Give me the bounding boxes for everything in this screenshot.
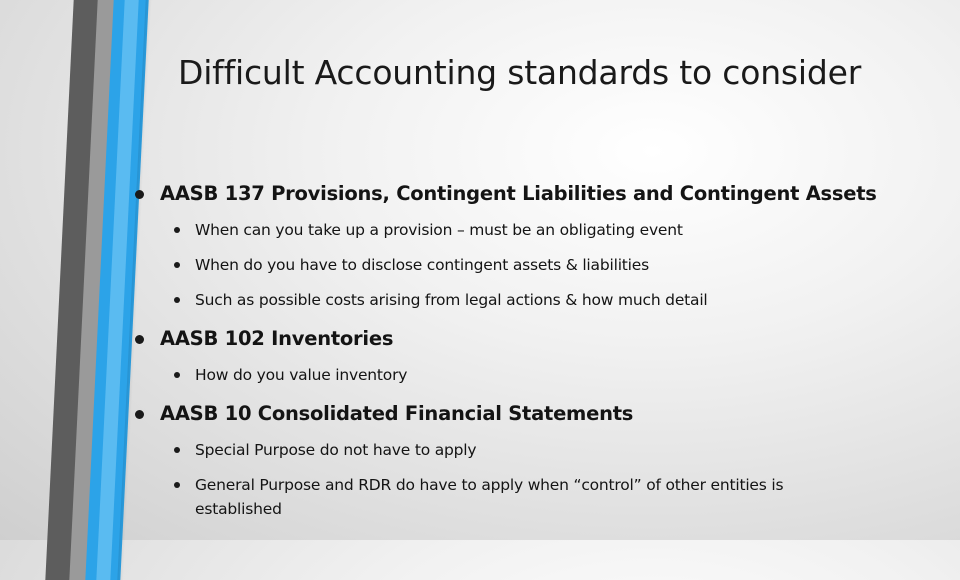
sub-bullet-text: Such as possible costs arising from legal actions & how much detail: [195, 291, 708, 309]
sub-bullet-text: How do you value inventory: [195, 366, 408, 384]
sub-bullet-dot-icon: [174, 227, 180, 233]
sub-bullet-dot-icon: [174, 372, 180, 378]
sub-bullet-text: When do you have to disclose contingent assets & liabilities: [195, 256, 649, 274]
bullet-dot-icon: [135, 410, 144, 419]
bullet-dot-icon: [135, 335, 144, 344]
slide-title: Difficult Accounting standards to consider: [178, 53, 862, 92]
sub-bullet-dot-icon: [174, 482, 180, 488]
bullet-dot-icon: [135, 190, 144, 199]
bullet-text: AASB 102 Inventories: [160, 327, 394, 350]
sub-bullet-dot-icon: [174, 297, 180, 303]
sub-bullet-dot-icon: [174, 447, 180, 453]
sub-bullet-text: When can you take up a provision – must be an obligating event: [195, 221, 683, 239]
bullet-text: AASB 10 Consolidated Financial Statements: [160, 402, 634, 425]
sub-bullet-text: General Purpose and RDR do have to apply when “control” of other entities is: [195, 476, 784, 494]
sub-bullet-text: established: [195, 500, 282, 518]
sub-bullet-dot-icon: [174, 262, 180, 268]
bullet-text: AASB 137 Provisions, Contingent Liabilities and Contingent Assets: [160, 182, 877, 205]
sub-bullet-text: Special Purpose do not have to apply: [195, 441, 477, 459]
